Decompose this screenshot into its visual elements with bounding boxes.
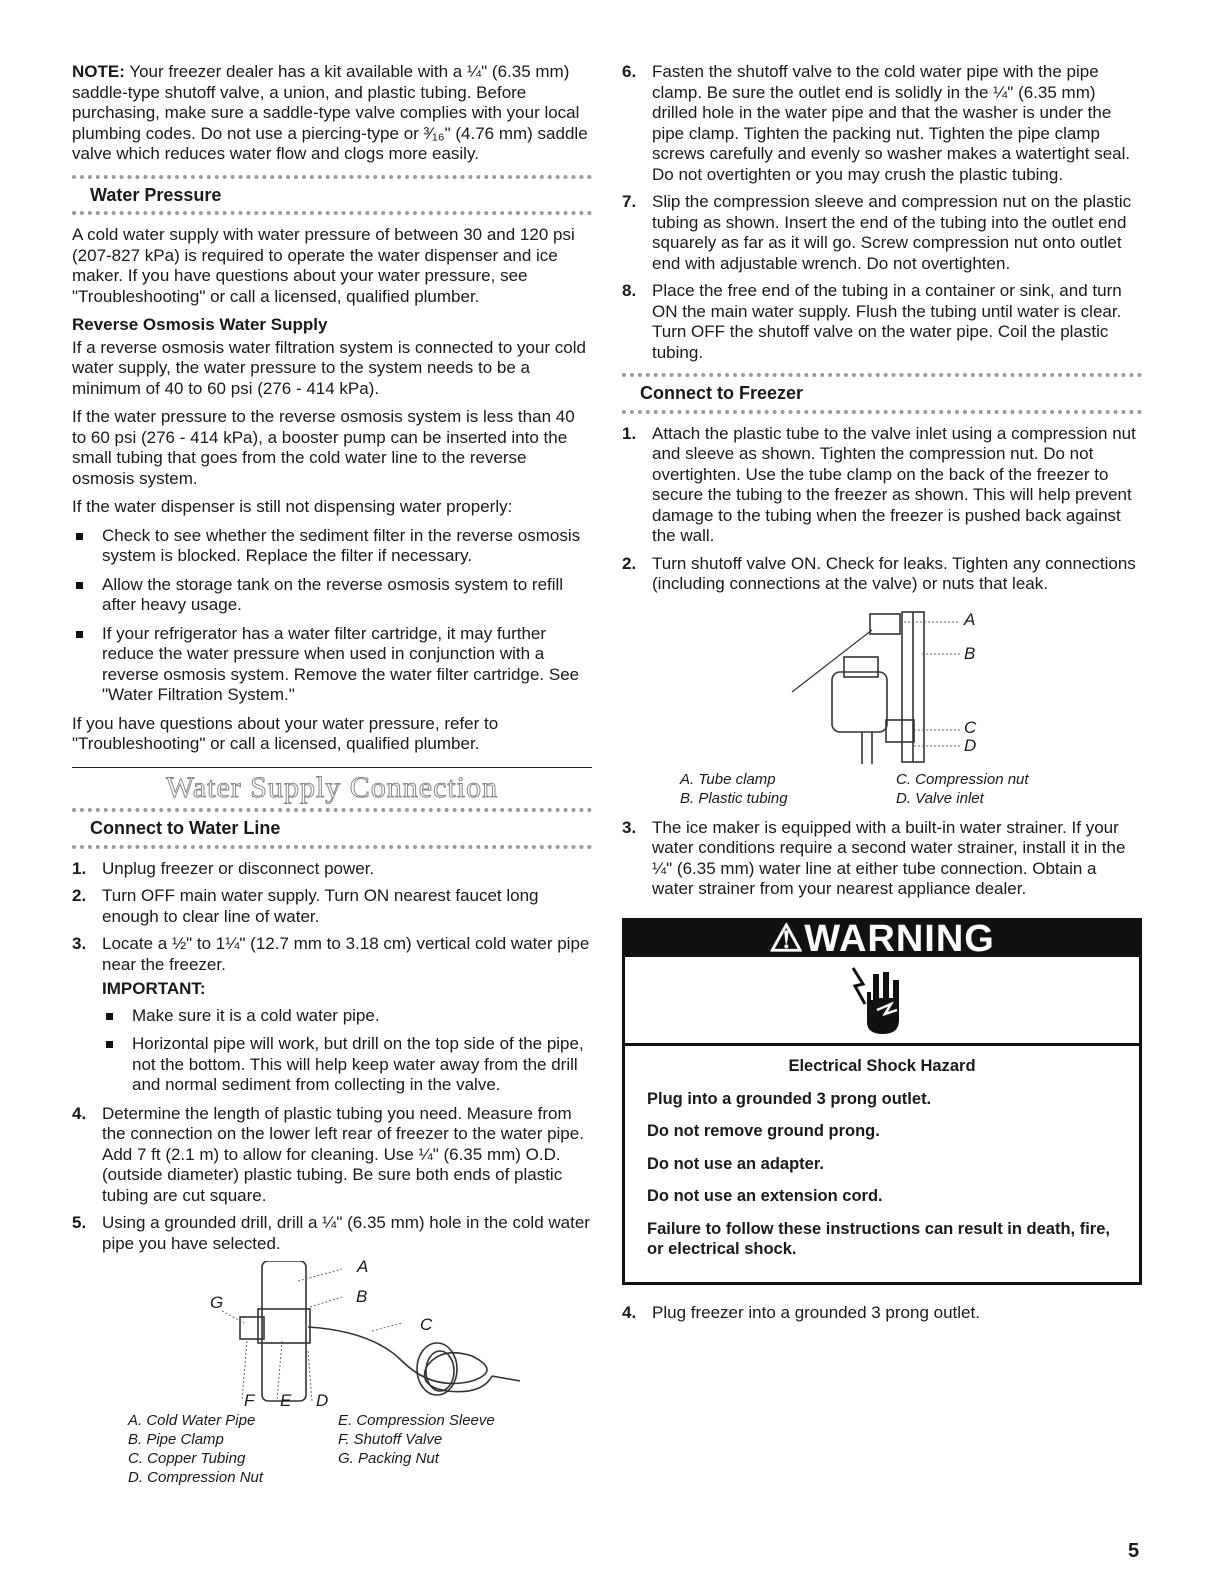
hazard-title: Electrical Shock Hazard xyxy=(788,1057,976,1075)
step-text: Unplug freezer or disconnect power. xyxy=(102,858,375,878)
list-item xyxy=(72,934,592,1096)
section-divider xyxy=(72,767,592,768)
freezer-steps-final xyxy=(622,1303,1142,1324)
label-a: A xyxy=(357,1257,369,1276)
list-item xyxy=(622,818,1142,900)
warning-title: WARNING xyxy=(804,917,995,960)
shutoff-valve-diagram xyxy=(72,1257,592,1411)
list-item: Allow the storage tank on the reverse osmosis system to refill after heavy usage. xyxy=(72,575,592,616)
step-number: 7. xyxy=(622,192,637,211)
label-d: D xyxy=(316,1391,329,1410)
list-item xyxy=(622,281,1142,363)
caption-item: A. Tube clamp xyxy=(680,770,776,788)
list-item xyxy=(622,192,1142,274)
label-e: E xyxy=(280,1391,292,1410)
caption-col-left xyxy=(680,770,896,808)
caption-col-right xyxy=(338,1411,592,1487)
water-pressure-text: A cold water supply with water pressure of between 30 and 120 psi (207-827 kPa) is required to operate the water dispenser and ice maker. If you have questions about your water pressure, see "Troubleshooting" or call a licensed, qualified plumber. xyxy=(72,225,575,306)
caption-item: F. Shutoff Valve xyxy=(338,1431,443,1448)
ro-paragraph-1: If a reverse osmosis water filtration system is connected to your cold water supply, the water pressure to the system needs to be a minimum of 40 to 60 psi (276 - 414 kPa). xyxy=(72,337,586,398)
caption-item: A. Cold Water Pipe xyxy=(128,1412,256,1429)
step-number: 1. xyxy=(72,858,87,878)
note-paragraph xyxy=(72,62,592,165)
freezer-steps xyxy=(622,424,1142,595)
step-number: 5. xyxy=(72,1213,87,1232)
list-item: Check to see whether the sediment filter in the reverse osmosis system is blocked. Replace the filter if necessary. xyxy=(72,526,592,567)
warning-triangle-icon: ⚠ xyxy=(769,917,805,960)
ro-paragraph-2: If the water pressure to the reverse osmosis system is less than 40 to 60 psi (276 - 414 kPa), a booster pump can be inserted into the small tubing that goes from the cold water line to the reverse osmosis system. xyxy=(72,407,575,488)
connect-water-line-heading: Connect to Water Line xyxy=(72,808,592,849)
warning-line: Failure to follow these instructions can result in death, fire, or electrical shock. xyxy=(647,1219,1110,1258)
list-item xyxy=(72,886,592,927)
step-number: 4. xyxy=(72,1103,87,1123)
step-number: 3. xyxy=(622,817,637,837)
step-number: 4. xyxy=(622,1302,637,1322)
step-number: 2. xyxy=(622,553,637,573)
freezer-connection-diagram xyxy=(622,602,1142,772)
label-c: C xyxy=(420,1315,433,1334)
label-a: A xyxy=(964,609,976,629)
step-number: 1. xyxy=(622,423,637,443)
caption-item: B. Plastic tubing xyxy=(680,789,788,807)
left-column xyxy=(72,62,592,1487)
warning-box xyxy=(622,918,1142,1285)
caption-item: D. Compression Nut xyxy=(128,1469,264,1486)
caption-item: C. Copper Tubing xyxy=(128,1450,246,1467)
step-number: 6. xyxy=(622,62,637,81)
warning-header xyxy=(625,917,1139,960)
shock-hand-icon xyxy=(847,962,917,1038)
connect-freezer-heading: Connect to Freezer xyxy=(622,373,1142,414)
ro-bullet-list xyxy=(72,526,592,706)
step-text: Slip the compression sleeve and compression nut on the plastic tubing as shown. Insert the end of the tubing into the outlet end squarely as far as it will go. Screw compression nut onto outlet end with adjustable wrench. Do not overtighten. xyxy=(652,192,1132,273)
list-item xyxy=(622,1303,1142,1324)
label-f: F xyxy=(244,1391,255,1410)
electrical-shock-icon xyxy=(625,957,1139,1046)
step-text: Fasten the shutoff valve to the cold water pipe with the pipe clamp. Be sure the outlet end is solidly in the ¼" (6.35 mm) drilled hole in the water pipe and that the washer is under the pipe clamp. Tighten the packing nut. Tighten the pipe clamp screws carefully and evenly so washer makes a watertight seal. Do not overtighten or you may crush the plastic tubing. xyxy=(652,62,1131,184)
right-column xyxy=(622,62,1142,1330)
caption-item: G. Packing Nut xyxy=(338,1450,439,1467)
ro-paragraph-3: If the water dispenser is still not dispensing water properly: xyxy=(72,497,513,516)
step-text: Locate a ½" to 1¼" (12.7 mm to 3.18 cm) vertical cold water pipe near the freezer. xyxy=(102,934,590,974)
ro-heading: Reverse Osmosis Water Supply xyxy=(72,315,328,334)
list-item xyxy=(622,554,1142,595)
warning-line: Do not use an extension cord. xyxy=(647,1187,883,1205)
list-item: Horizontal pipe will work, but drill on the top side of the pipe, not the bottom. This will help keep water away from the drill and normal sediment from collecting in the valve. xyxy=(102,1034,592,1096)
freezer-steps-continued xyxy=(622,818,1142,900)
step-text: Attach the plastic tube to the valve inlet using a compression nut and sleeve as shown. Tighten the compression nut. Do not overtighten. Use the tube clamp on the back of the freezer to secure the tubing to the freezer as shown. This will help prevent damage to the tubing when the freezer is pushed back against the wall. xyxy=(652,423,1136,545)
step-text: Plug freezer into a grounded 3 prong outlet. xyxy=(652,1302,980,1322)
list-item xyxy=(72,1104,592,1207)
warning-line: Do not use an adapter. xyxy=(647,1154,824,1173)
label-b: B xyxy=(356,1287,368,1306)
step-text: Turn OFF main water supply. Turn ON nearest faucet long enough to clear line of water. xyxy=(102,886,539,926)
list-item xyxy=(622,62,1142,185)
water-line-steps-continued xyxy=(622,62,1142,363)
caption-item: E. Compression Sleeve xyxy=(338,1412,495,1429)
water-pressure-heading: Water Pressure xyxy=(72,175,592,216)
label-d: D xyxy=(964,735,977,755)
step-text: The ice maker is equipped with a built-in water strainer. If your water conditions require a second water strainer, install it in the ¼" (6.35 mm) water line at either tube connection. Obtain a water strainer from your nearest appliance dealer. xyxy=(652,817,1126,898)
list-item: Make sure it is a cold water pipe. xyxy=(102,1006,592,1027)
caption-item: C. Compression nut xyxy=(896,770,1029,788)
list-item xyxy=(72,859,592,880)
warning-line: Do not remove ground prong. xyxy=(647,1122,880,1140)
important-bullets xyxy=(102,1006,592,1096)
step-number: 2. xyxy=(72,886,87,905)
caption-col-right xyxy=(896,770,1142,808)
caption-item: D. Valve inlet xyxy=(896,789,984,807)
valve-diagram-caption xyxy=(72,1411,592,1487)
ro-paragraph-4: If you have questions about your water pressure, refer to "Troubleshooting" or call a licensed, qualified plumber. xyxy=(72,713,499,753)
note-lead: NOTE: xyxy=(72,62,125,81)
step-text: Using a grounded drill, drill a ¼" (6.35 mm) hole in the cold water pipe you have selected. xyxy=(102,1213,590,1253)
step-text: Turn shutoff valve ON. Check for leaks. Tighten any connections (including connections at the valve) or nuts that leak. xyxy=(652,553,1136,593)
warning-body xyxy=(625,1046,1139,1282)
section-title: Water Supply Connection xyxy=(165,770,499,804)
caption-col-left xyxy=(128,1411,338,1487)
step-text: Place the free end of the tubing in a container or sink, and turn ON the main water supply. Flush the tubing until water is clear. Turn OFF the shutoff valve on the water pipe. Coil the plastic tubing. xyxy=(652,281,1122,362)
page-number: 5 xyxy=(1128,1540,1140,1562)
water-line-steps xyxy=(72,859,592,1255)
valve-illustration xyxy=(72,1261,592,1411)
important-label: IMPORTANT: xyxy=(102,979,206,998)
label-g: G xyxy=(210,1293,224,1312)
warning-line: Plug into a grounded 3 prong outlet. xyxy=(647,1089,932,1108)
caption-item: B. Pipe Clamp xyxy=(128,1431,224,1448)
list-item: If your refrigerator has a water filter cartridge, it may further reduce the water pressure when used in conjunction with a reverse osmosis system. Remove the water filter cartridge. See "Water Filtration System." xyxy=(72,624,592,706)
note-text: Your freezer dealer has a kit available with a ¼" (6.35 mm) saddle-type shutoff valve, a union, and plastic tubing. Before purchasing, make sure a saddle-type valve complies with your local plumbing codes. Do not use a piercing-type or ³⁄₁₆" (4.76 mm) saddle valve which reduces water flow and clogs more easily. xyxy=(72,62,588,163)
step-text: Determine the length of plastic tubing you need. Measure from the connection on the lower left rear of freezer to the water pipe. Add 7 ft (2.1 m) to allow for cleaning. Use ¼" (6.35 mm) O.D. (outside diameter) plastic tubing. Be sure both ends of plastic tubing are cut square. xyxy=(102,1103,584,1205)
list-item xyxy=(622,424,1142,547)
label-b: B xyxy=(964,643,976,663)
step-number: 3. xyxy=(72,934,87,953)
freezer-diagram-caption xyxy=(622,770,1142,808)
label-c: C xyxy=(964,717,977,737)
list-item xyxy=(72,1213,592,1254)
step-number: 8. xyxy=(622,281,637,300)
freezer-valve-illustration xyxy=(622,602,1142,772)
